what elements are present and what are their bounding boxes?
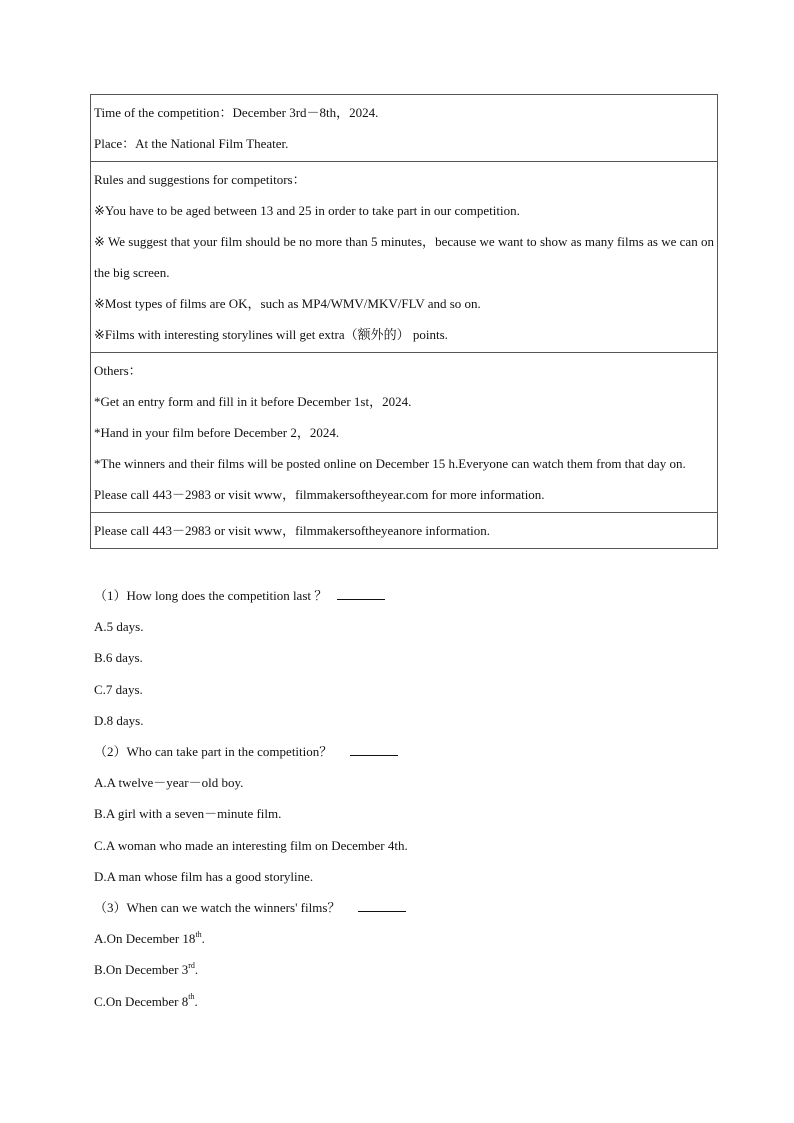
other-winners: *The winners and their films will be posted online on December 15 h.Everyone can watch them from that day on. [94,456,686,471]
option-a-suffix: th [195,929,202,939]
answer-blank-2[interactable] [350,743,398,756]
option-c-text: C.On December 8 [94,993,189,1009]
question-2-option-c: C.A woman who made an interesting film on December 4th. [94,837,408,853]
rules-heading: Rules and suggestions for competitors： [94,172,306,187]
question-3-stem [94,892,714,923]
rule-storyline: ※Films with interesting storylines will get extra（额外的） points. [94,327,448,342]
competition-time: Time of the competition：December 3rd－8th，2024. [94,105,379,120]
competition-notice-table [90,94,718,549]
option-a-text: A.On December 18 [94,931,196,947]
question-3-option-c [94,986,714,1017]
other-contact: Please call 443－2983 or visit www，filmmakersoftheyear.com for more information. [94,487,545,502]
other-entry-form: *Get an entry form and fill in it before December 1st，2024. [94,394,412,409]
option-b-period: . [194,962,199,978]
question-1-option-b: B.6 days. [94,650,143,666]
answer-blank-1[interactable] [337,587,385,600]
notice-cell-footer [91,513,718,549]
question-2-option-a: A.A twelve－year－old boy. [94,775,244,791]
question-3-option-a [94,923,714,954]
rule-length: ※ We suggest that your film should be no more than 5 minutes，because we want to show as many films as we can on the big screen. [94,234,714,280]
question-2-option-d: D.A man whose film has a good storyline. [94,868,314,884]
option-c-period: . [194,993,198,1009]
rule-age: ※You have to be aged between 13 and 25 in order to take part in our competition. [94,203,520,218]
notice-cell-time-place [91,95,718,162]
notice-cell-others [91,353,718,513]
question-2-option-b: B.A girl with a seven－minute film. [94,806,282,822]
notice-cell-rules [91,162,718,353]
question-2-text: （2）Who can take part in the competition？ [94,744,333,760]
option-a-period: . [201,931,205,947]
question-1-stem [94,580,714,611]
question-1-option-d: D.8 days. [94,712,144,728]
question-3-option-b [94,954,714,985]
question-1-option-a: A.5 days. [94,619,144,635]
question-2-stem [94,736,714,767]
option-c-suffix: th [188,992,195,1002]
rule-formats: ※Most types of films are OK，such as MP4/WMV/MKV/FLV and so on. [94,296,481,311]
competition-place: Place：At the National Film Theater. [94,136,289,151]
option-b-text: B.On December 3 [94,962,189,978]
question-3-text: （3）When can we watch the winners' films？ [94,900,341,916]
option-b-suffix: rd [188,961,195,971]
question-1-option-c: C.7 days. [94,681,143,697]
others-heading: Others： [94,363,142,378]
other-hand-in: *Hand in your film before December 2，2024. [94,425,340,440]
questions-section [94,580,714,1017]
footer-contact: Please call 443－2983 or visit www，filmmakersoftheyeanore information. [94,523,491,538]
question-1-text: （1）How long does the competition last ？ [94,588,328,603]
answer-blank-3[interactable] [358,899,406,912]
